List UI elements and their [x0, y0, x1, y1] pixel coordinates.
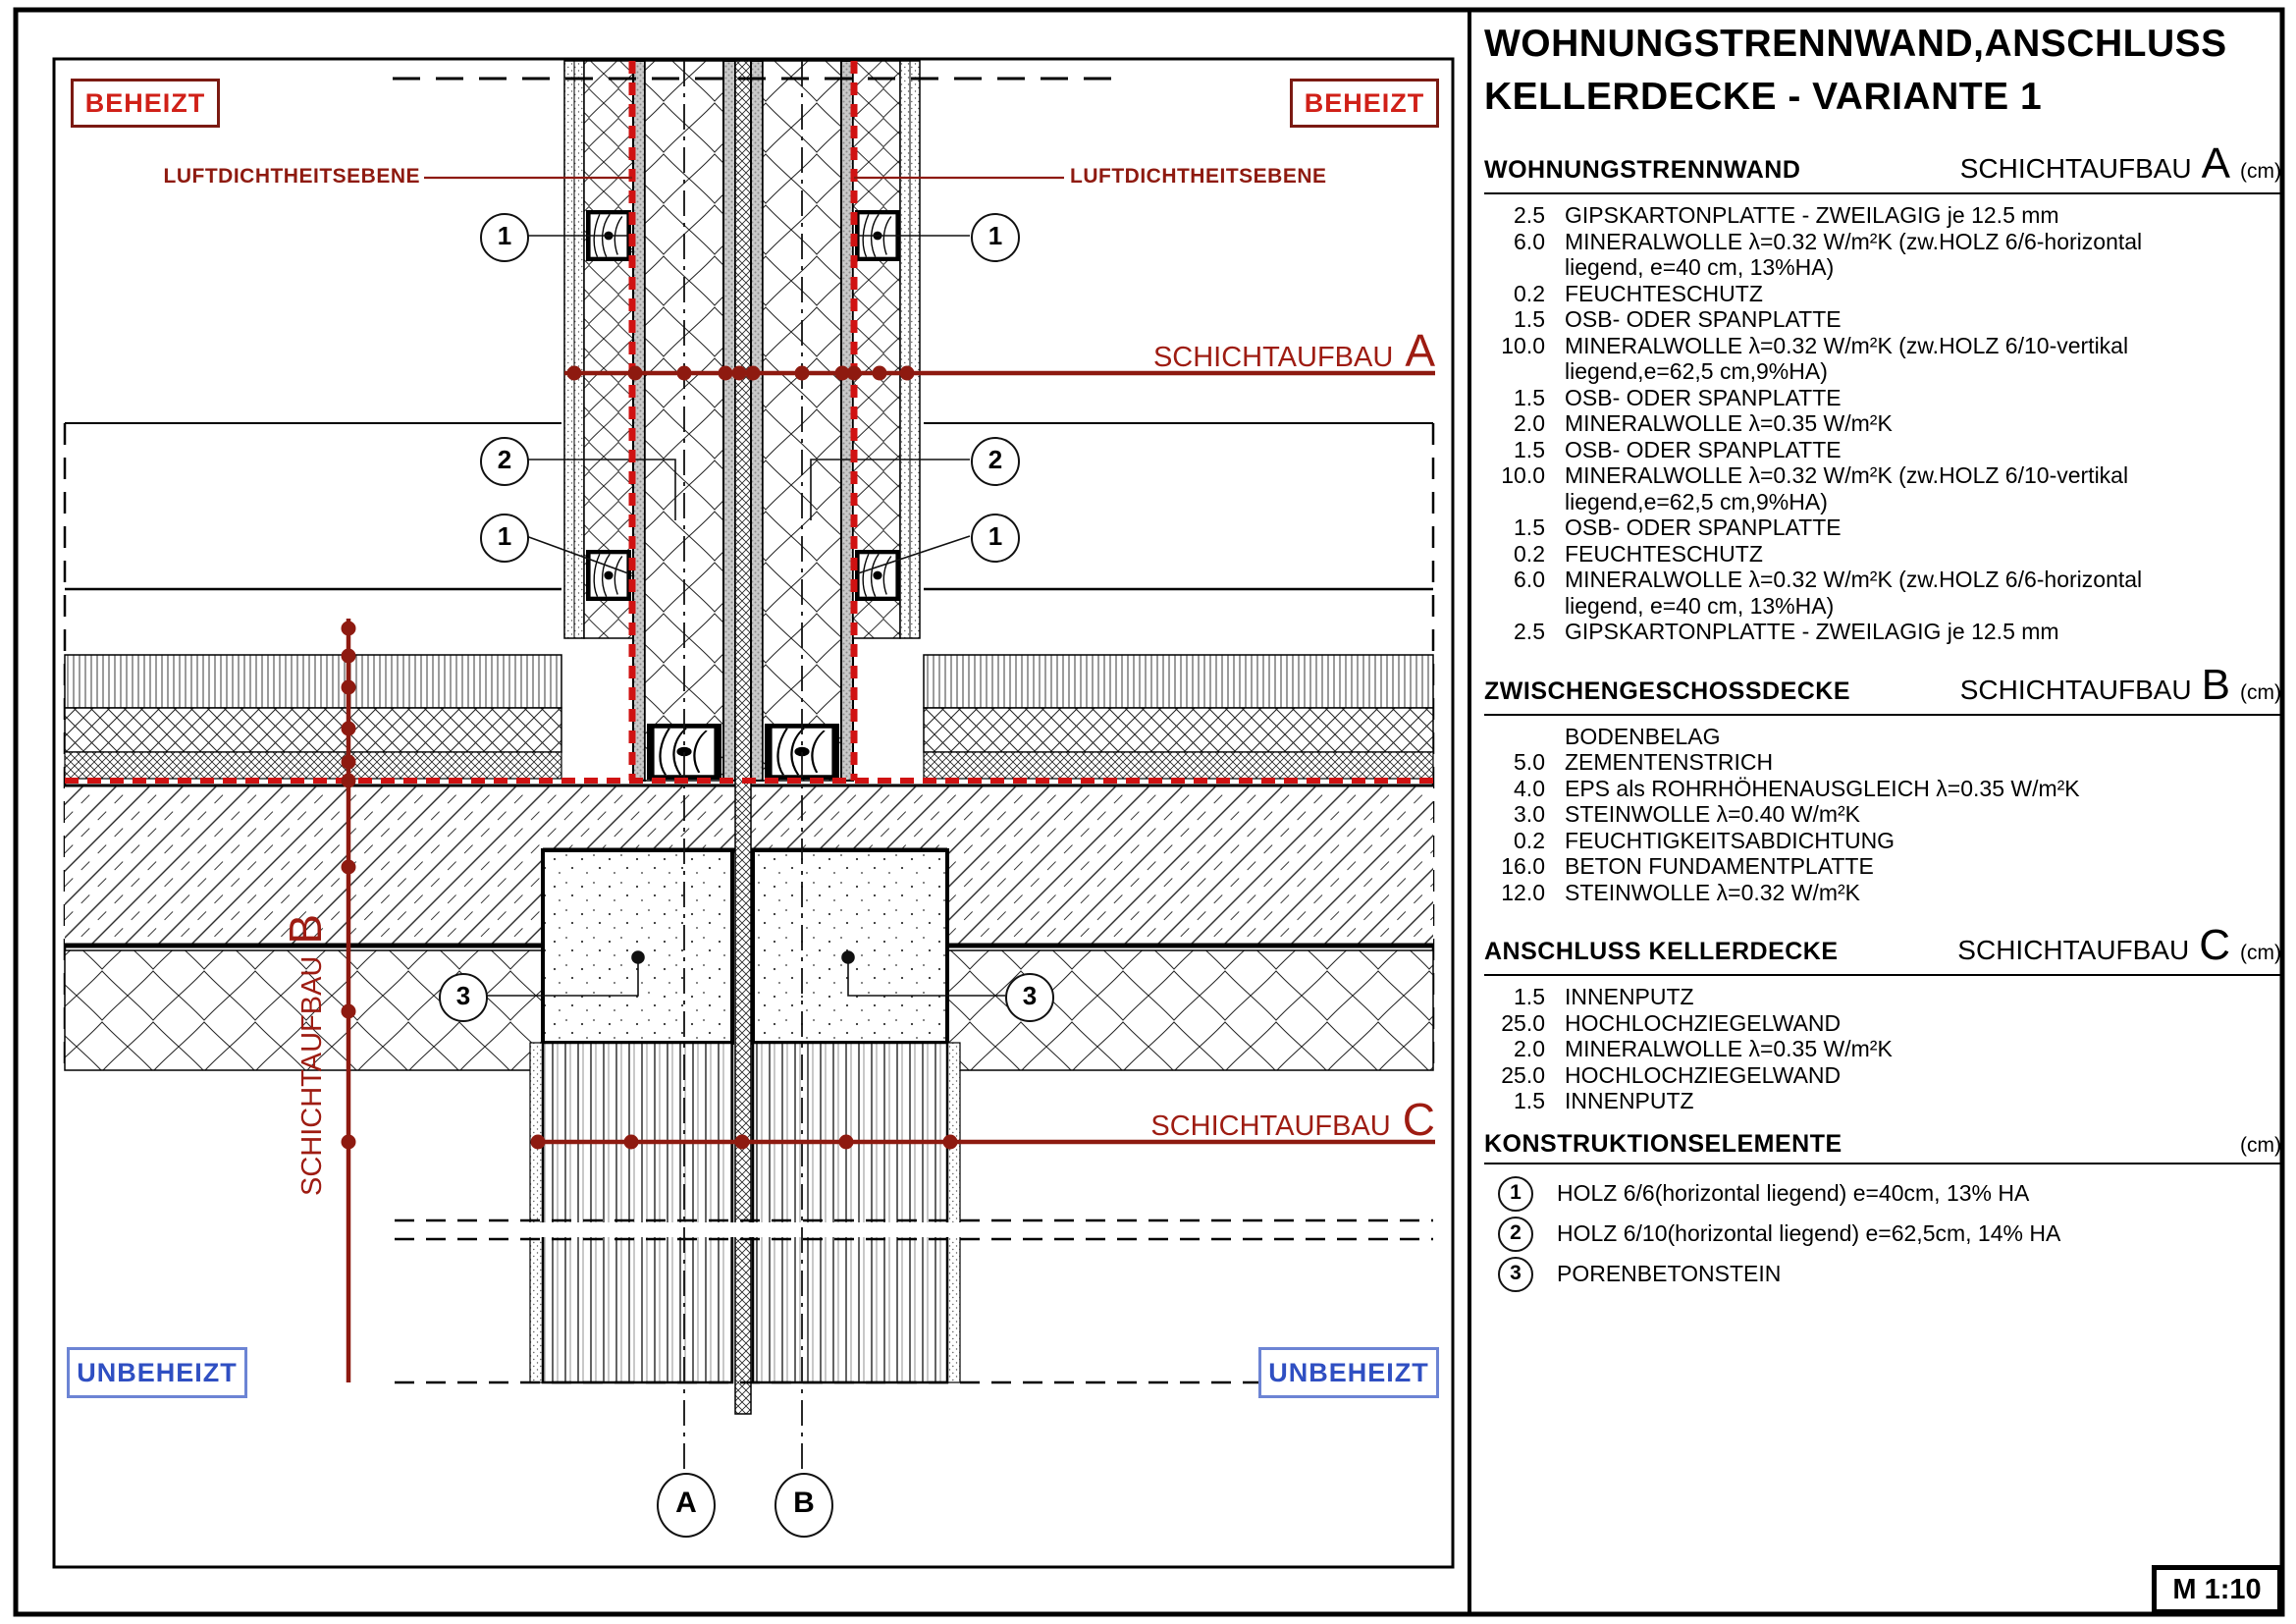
cut-unit: (cm): [2240, 942, 2281, 964]
element-number-badge: 3: [1498, 1257, 1533, 1292]
layer-thickness: 4.0: [1514, 775, 1545, 801]
layer-thickness: 2.0: [1514, 410, 1545, 436]
layer-thickness: 25.0: [1501, 1061, 1545, 1088]
layer-thickness: 1.5: [1514, 384, 1545, 410]
layer-row: [1484, 229, 2281, 281]
layer-thickness: 1.5: [1514, 984, 1545, 1009]
layer-thickness: 1.5: [1514, 306, 1545, 332]
callout-wood-1b-right: 1: [971, 514, 1020, 563]
layer-thickness: 10.0: [1501, 462, 1545, 488]
layer-row: [1484, 202, 2281, 229]
layer-thickness: 12.0: [1501, 879, 1545, 905]
layer-thickness: 1.5: [1514, 514, 1545, 540]
layer-row: [1484, 1062, 2281, 1089]
layer-thickness: 2.5: [1514, 619, 1545, 644]
layer-thickness: 0.2: [1514, 540, 1545, 567]
layer-row: [1484, 619, 2281, 645]
layer-row: [1484, 1088, 2281, 1114]
cut-letter-a: A: [1405, 325, 1435, 376]
layer-row: [1484, 462, 2281, 514]
construction-element-row: [1498, 1217, 2281, 1252]
layer-thickness: 2.5: [1514, 202, 1545, 228]
layer-thickness: 3.0: [1514, 801, 1545, 827]
cut-word: SCHICHTAUFBAU: [1957, 935, 2190, 965]
layer-text: MINERALWOLLE λ=0.32 W/m²K (zw.HOLZ 6/6-horizontal liegend, e=40 cm, 13%HA): [1565, 567, 2143, 619]
section-heading: ANSCHLUSS KELLERDECKE: [1484, 938, 1839, 965]
layer-text: MINERALWOLLE λ=0.35 W/m²K: [1565, 1036, 1893, 1061]
cut-letter-b: B: [280, 913, 331, 945]
cut-word-a: SCHICHTAUFBAU: [1152, 342, 1394, 373]
heated-zone-badge-right: BEHEIZT: [1290, 79, 1439, 128]
element-text: PORENBETONSTEIN: [1557, 1261, 1782, 1286]
section-heading: KONSTRUKTIONSELEMENTE: [1484, 1129, 1842, 1158]
cut-unit: (cm): [2240, 160, 2281, 183]
layer-row: [1484, 1010, 2281, 1037]
section-konstruktionselemente: [1484, 1130, 2281, 1292]
layer-row: [1484, 984, 2281, 1010]
layer-thickness: [1484, 724, 1545, 750]
layer-row: [1484, 306, 2281, 333]
callout-porenbeton-right: 3: [1005, 973, 1054, 1022]
layer-row: [1484, 514, 2281, 541]
layer-text: HOCHLOCHZIEGELWAND: [1565, 1009, 1842, 1036]
layer-row: [1484, 880, 2281, 906]
legend-panel: [1484, 18, 2281, 1297]
layer-text: STEINWOLLE λ=0.32 W/m²K: [1565, 879, 1860, 905]
layer-text: INNENPUTZ: [1565, 1088, 1694, 1113]
callout-wood-1-left: 1: [480, 213, 529, 262]
unheated-zone-badge-right: UNBEHEIZT: [1258, 1347, 1439, 1398]
layer-text: BETON FUNDAMENTPLATTE: [1565, 853, 1874, 879]
layer-thickness: 2.0: [1514, 1036, 1545, 1061]
section-cut-ref: [1957, 921, 2281, 970]
unheated-zone-badge-left: UNBEHEIZT: [67, 1347, 247, 1398]
layer-row: [1484, 749, 2281, 776]
layer-row: [1484, 385, 2281, 411]
layer-thickness: 6.0: [1514, 228, 1545, 254]
cut-letter: A: [2201, 139, 2231, 188]
layer-thickness: 10.0: [1501, 332, 1545, 358]
element-text: HOLZ 6/6(horizontal liegend) e=40cm, 13% HA: [1557, 1180, 2030, 1206]
layer-text: STEINWOLLE λ=0.40 W/m²K: [1565, 801, 1860, 827]
axis-marker-b: B: [774, 1473, 833, 1538]
layer-text: MINERALWOLLE λ=0.35 W/m²K: [1565, 410, 1893, 436]
layer-row: [1484, 333, 2281, 385]
layer-text: MINERALWOLLE λ=0.32 W/m²K (zw.HOLZ 6/6-horizontal liegend, e=40 cm, 13%HA): [1565, 228, 2143, 280]
layer-text: ZEMENTENSTRICH: [1565, 749, 1774, 775]
cut-unit: (cm): [2240, 680, 2281, 704]
layer-row: [1484, 437, 2281, 463]
cut-word-b: SCHICHTAUFBAU: [296, 955, 328, 1196]
layer-text: MINERALWOLLE λ=0.32 W/m²K (zw.HOLZ 6/10-vertikal liegend,e=62,5 cm,9%HA): [1565, 462, 2129, 514]
layer-row: [1484, 410, 2281, 437]
layer-text: HOCHLOCHZIEGELWAND: [1565, 1061, 1842, 1088]
layer-row: [1484, 281, 2281, 307]
construction-element-row: [1498, 1257, 2281, 1292]
section-wohnungstrennwand: [1484, 139, 2281, 645]
layer-row: [1484, 828, 2281, 854]
layer-text: GIPSKARTONPLATTE - ZWEILAGIG je 12.5 mm: [1565, 619, 2059, 644]
airtightness-label-right: LUFTDICHTHEITSEBENE: [1070, 165, 1327, 188]
layer-text: INNENPUTZ: [1565, 984, 1694, 1009]
title-line-2: KELLERDECKE - VARIANTE 1: [1484, 76, 2043, 118]
layer-text: OSB- ODER SPANPLATTE: [1565, 384, 1842, 410]
layer-thickness: 6.0: [1514, 567, 1545, 592]
layer-thickness: 16.0: [1501, 853, 1545, 879]
cut-letter: C: [2199, 921, 2231, 969]
cut-label-b: [279, 661, 332, 1196]
element-number-badge: 2: [1498, 1217, 1533, 1252]
layer-thickness: 1.5: [1514, 1088, 1545, 1113]
axis-marker-a: A: [657, 1473, 716, 1538]
cut-letter-c: C: [1402, 1094, 1435, 1145]
layer-text: EPS als ROHRHÖHENAUSGLEICH λ=0.35 W/m²K: [1565, 775, 2080, 801]
layer-thickness: 25.0: [1501, 1009, 1545, 1036]
element-number-badge: 1: [1498, 1176, 1533, 1212]
layer-thickness: 1.5: [1514, 436, 1545, 462]
callout-wood-2-left: 2: [480, 437, 529, 486]
section-zwischengeschossdecke: [1484, 661, 2281, 906]
layer-row: [1484, 776, 2281, 802]
page-title: [1484, 18, 2281, 124]
callout-wood-2-right: 2: [971, 437, 1020, 486]
layer-row: [1484, 1036, 2281, 1062]
cut-word: SCHICHTAUFBAU: [1959, 674, 2192, 705]
layer-row: [1484, 541, 2281, 568]
layer-row: [1484, 853, 2281, 880]
cut-word: SCHICHTAUFBAU: [1959, 153, 2192, 184]
layer-thickness: 5.0: [1514, 749, 1545, 775]
element-text: HOLZ 6/10(horizontal liegend) e=62,5cm, 14% HA: [1557, 1220, 2061, 1246]
section-anschluss-kellerdecke: [1484, 921, 2281, 1114]
layer-text: FEUCHTIGKEITSABDICHTUNG: [1565, 827, 1896, 853]
callout-wood-1b-left: 1: [480, 514, 529, 563]
layer-thickness: 0.2: [1514, 280, 1545, 306]
scale-badge: M 1:10: [2152, 1565, 2282, 1614]
cut-word-c: SCHICHTAUFBAU: [1150, 1110, 1391, 1142]
layer-text: FEUCHTESCHUTZ: [1565, 280, 1763, 306]
layer-text: GIPSKARTONPLATTE - ZWEILAGIG je 12.5 mm: [1565, 202, 2059, 228]
layer-text: BODENBELAG: [1565, 723, 1721, 749]
construction-element-row: [1498, 1176, 2281, 1212]
layer-row: [1484, 801, 2281, 828]
cut-letter: B: [2201, 660, 2231, 709]
heated-zone-badge-left: BEHEIZT: [71, 79, 220, 128]
layer-row: [1484, 567, 2281, 619]
cut-label-a: [1021, 324, 1435, 377]
airtightness-label-left: LUFTDICHTHEITSEBENE: [163, 165, 420, 188]
layer-thickness: 0.2: [1514, 827, 1545, 853]
cut-unit: (cm): [2240, 1133, 2281, 1157]
cut-label-c: [1021, 1093, 1435, 1146]
section-cut-ref: [1960, 139, 2281, 189]
layer-text: MINERALWOLLE λ=0.32 W/m²K (zw.HOLZ 6/10-vertikal liegend,e=62,5 cm,9%HA): [1565, 332, 2129, 384]
section-heading: WOHNUNGSTRENNWAND: [1484, 156, 1801, 184]
layer-text: OSB- ODER SPANPLATTE: [1565, 436, 1842, 462]
section-heading: ZWISCHENGESCHOSSDECKE: [1484, 677, 1851, 705]
callout-porenbeton-left: 3: [439, 973, 488, 1022]
title-line-1: WOHNUNGSTRENNWAND,ANSCHLUSS: [1484, 23, 2227, 65]
layer-text: OSB- ODER SPANPLATTE: [1565, 306, 1842, 332]
layer-row: [1484, 724, 2281, 750]
callout-wood-1-right: 1: [971, 213, 1020, 262]
layer-text: FEUCHTESCHUTZ: [1565, 540, 1763, 567]
section-cut-ref: [1960, 661, 2281, 710]
layer-text: OSB- ODER SPANPLATTE: [1565, 514, 1842, 540]
